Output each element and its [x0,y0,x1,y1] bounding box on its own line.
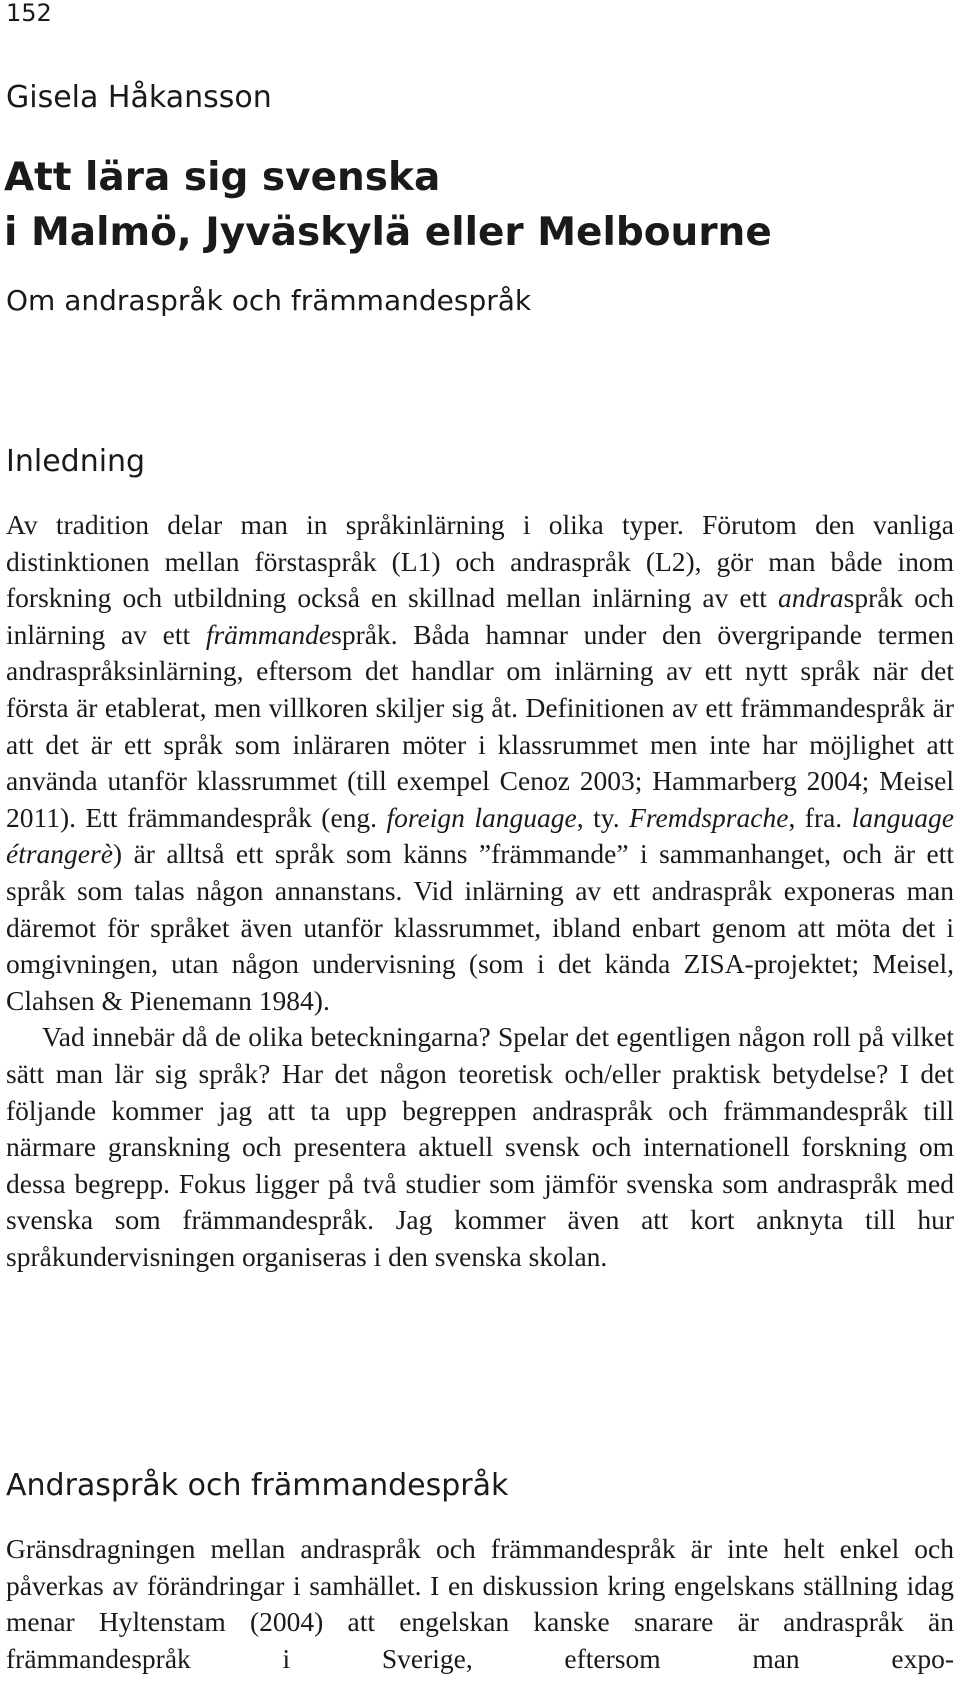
text-run: ) är alltså ett språk som känns ”främmande” i sammanhanget, och är ett språk som talas någon annanstans. Vid inlärning av ett andraspråk exponeras man däremot för språket även utanför klassrummet, ibland enbart genom att möta det i omgivningen, utan någon undervisning (som i det kända ZISA-projektet; Meisel, Clahsen & Pienemann 1984). [6,838,954,1016]
text-run: språk och inlärning av ett [6,582,954,650]
section-body-inledning [6,507,954,1275]
italic-term: foreign language [386,801,577,833]
paragraph [6,507,954,1019]
italic-term: language étrangerè [6,801,955,870]
italic-term: främmande [205,618,332,650]
title-line-1: Att lära sig svenska [4,155,441,200]
section-heading-andrasprak: Andraspråk och främmandespråk [6,1468,509,1503]
italic-term: Fremdsprache [629,801,789,833]
italic-term: andra [777,582,844,614]
title-line-2: i Malmö, Jyväskylä eller Melbourne [4,210,772,255]
author-name: Gisela Håkansson [6,80,272,115]
text-run: Av tradition delar man in språkinlärning i olika typer. Förutom den vanliga distinktionen mellan förstaspråk (L1) och andraspråk (L2), gör man både inom forskning och utbildning också en skillnad mellan inlärning av ett [6,509,954,614]
paragraph: Gränsdragningen mellan andraspråk och främmandespråk är inte helt enkel och påverkas av förändringar i samhället. I en diskussion kring engelskans ställning idag menar Hyltenstam (2004) att engelskan kanske snarare är andraspråk än främmandespråk i Sverige, eftersom man expo- [6,1533,954,1674]
text-run: språk. Båda hamnar under den övergripande termen andraspråksinlärning, eftersom det handlar om inlärning av ett nytt språk när det första är etablerat, men villkoren skiljer sig åt. Definitionen av ett främmandespråk är att det är ett språk som inläraren möter i klassrummet men inte har möjlighet att använda utanför klassrummet (till exempel Cenoz 2003; Hammarberg 2004; Meisel 2011). Ett främmandespråk (eng. [6,618,954,833]
section-body-andrasprak [6,1531,954,1677]
chapter-subtitle: Om andraspråk och främmandespråk [6,284,532,317]
chapter-title [4,150,772,260]
text-run: , ty. [576,801,630,833]
text-run: , fra. [788,801,852,833]
section-heading-inledning: Inledning [6,444,146,479]
page-number: 152 [6,0,52,27]
paragraph: Vad innebär då de olika beteckningarna? Spelar det egentligen någon roll på vilket sätt man lär sig språk? Har det någon teoretisk och/eller praktisk betydelse? I det följande kommer jag att ta upp begreppen andraspråk och främmandespråk till närmare granskning och presentera aktuell svensk och internationell forskning om dessa begrepp. Fokus ligger på två studier som jämför svenska som andraspråk med svenska som främmandespråk. Jag kommer även att kort anknyta till hur språkundervisningen organiseras i den svenska skolan. [6,1021,954,1272]
